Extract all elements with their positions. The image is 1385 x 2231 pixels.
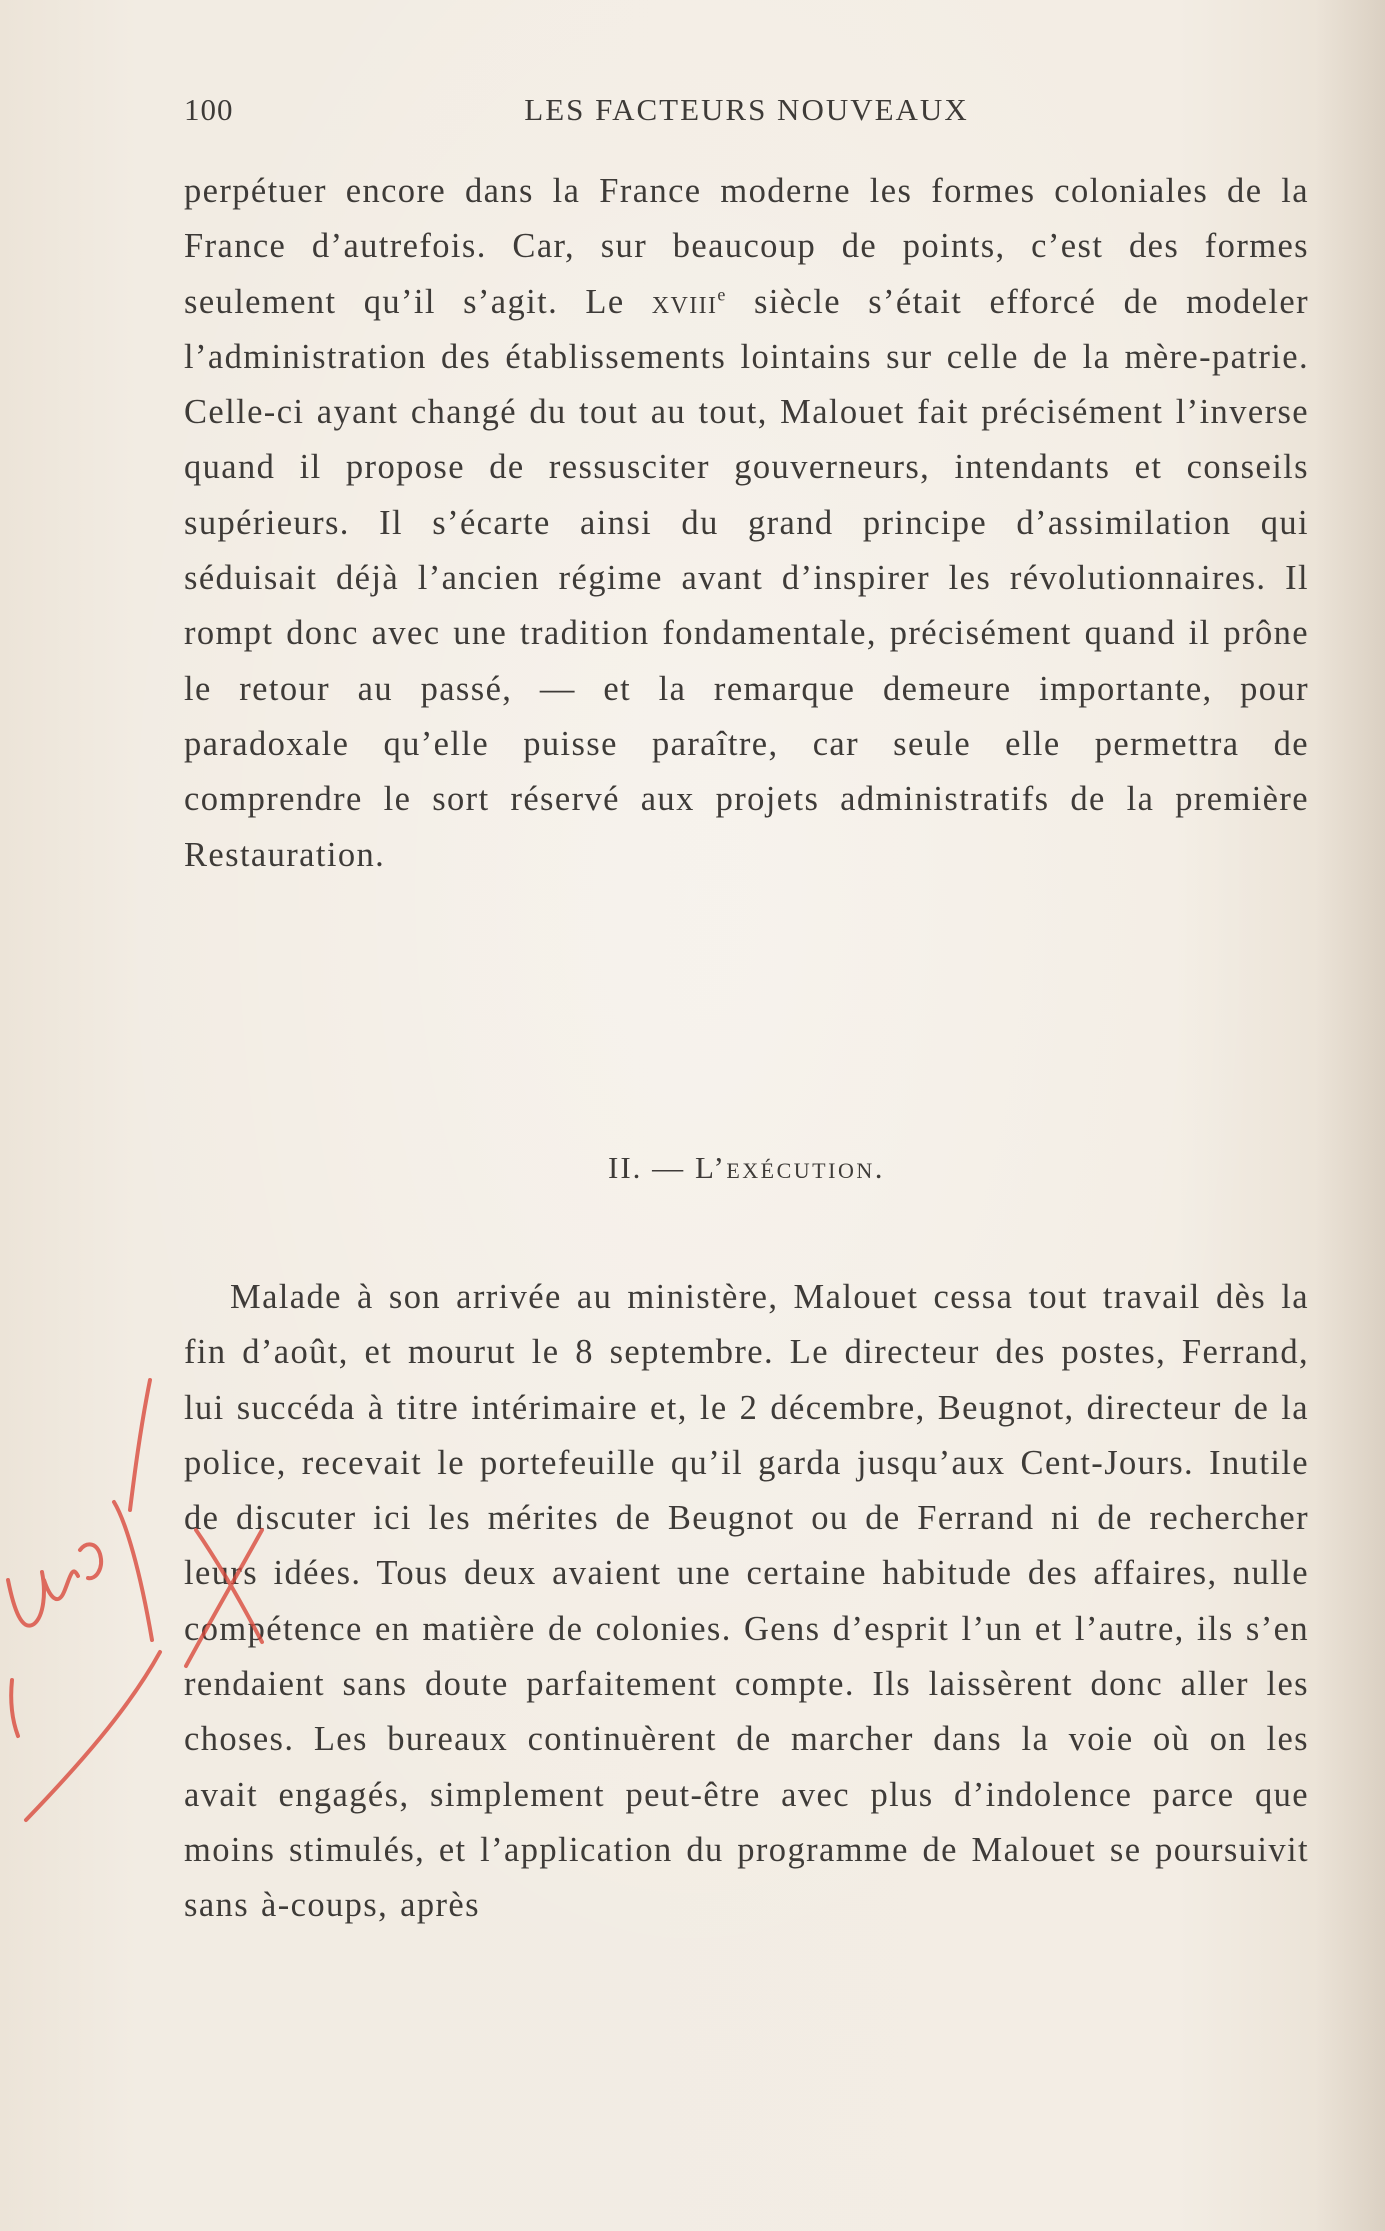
paragraph-1	[184, 164, 1309, 883]
running-title: LES FACTEURS NOUVEAUX	[524, 92, 969, 127]
section-number: II. —	[608, 1150, 695, 1185]
running-header	[184, 92, 1309, 132]
century-roman-numeral: xviii	[651, 282, 718, 321]
section-heading	[184, 1150, 1309, 1186]
century-superscript: e	[717, 284, 727, 305]
paragraph-2: Malade à son arrivée au ministère, Malouet cessa tout travail dès la fin d’août, et mourut le 8 septembre. Le directeur des postes, Ferrand, lui succéda à titre intérimaire et, le 2 décembre, Beugnot, directeur de la police, recevait le portefeuille qu’il garda jusqu’aux Cent-Jours. Inutile de discuter ici les mérites de Beugnot ou de Ferrand ni de rechercher leurs idées. Tous deux avaient une certaine habitude des affaires, nulle compétence en matière de colonies. Gens d’esprit l’un et l’autre, ils s’en rendaient sans doute parfaitement compte. Ils laissèrent donc aller les choses. Les bureaux continuèrent de marcher dans la voie où on les avait engagés, simplement peut-être avec plus d’indolence parce que moins stimulés, et l’application du programme de Malouet se poursuivit sans à-coups, après	[184, 1278, 1309, 1925]
paragraph-1-text-end: siècle s’était efforcé de modeler l’administration des établissements lointains sur celle de la mère-patrie. Celle-ci ayant changé du tout au tout, Malouet fait précisément l’inverse quand il propose de ressusciter gouverneurs, intendants et conseils supérieurs. Il s’écarte ainsi du grand principe d’assimilation qui séduisait déjà l’ancien régime avant d’inspirer les révolutionnaires. Il rompt donc avec une tradition fondamentale, précisément quand il prône le retour au passé, — et la remarque demeure importante, pour paradoxale qu’elle puisse paraître, car seule elle permettra de comprendre le sort réservé aux projets administratifs de la première Restauration.	[184, 282, 1309, 874]
page-number: 100	[184, 92, 234, 127]
paragraph-1-text-start: perpétuer encore dans la France moderne les formes coloniales de la France d’autrefois. Car, sur beaucoup de points, c’est des formes seulement qu’il s’agit. Le	[184, 172, 1309, 321]
section-title: L’exécution.	[694, 1150, 885, 1185]
